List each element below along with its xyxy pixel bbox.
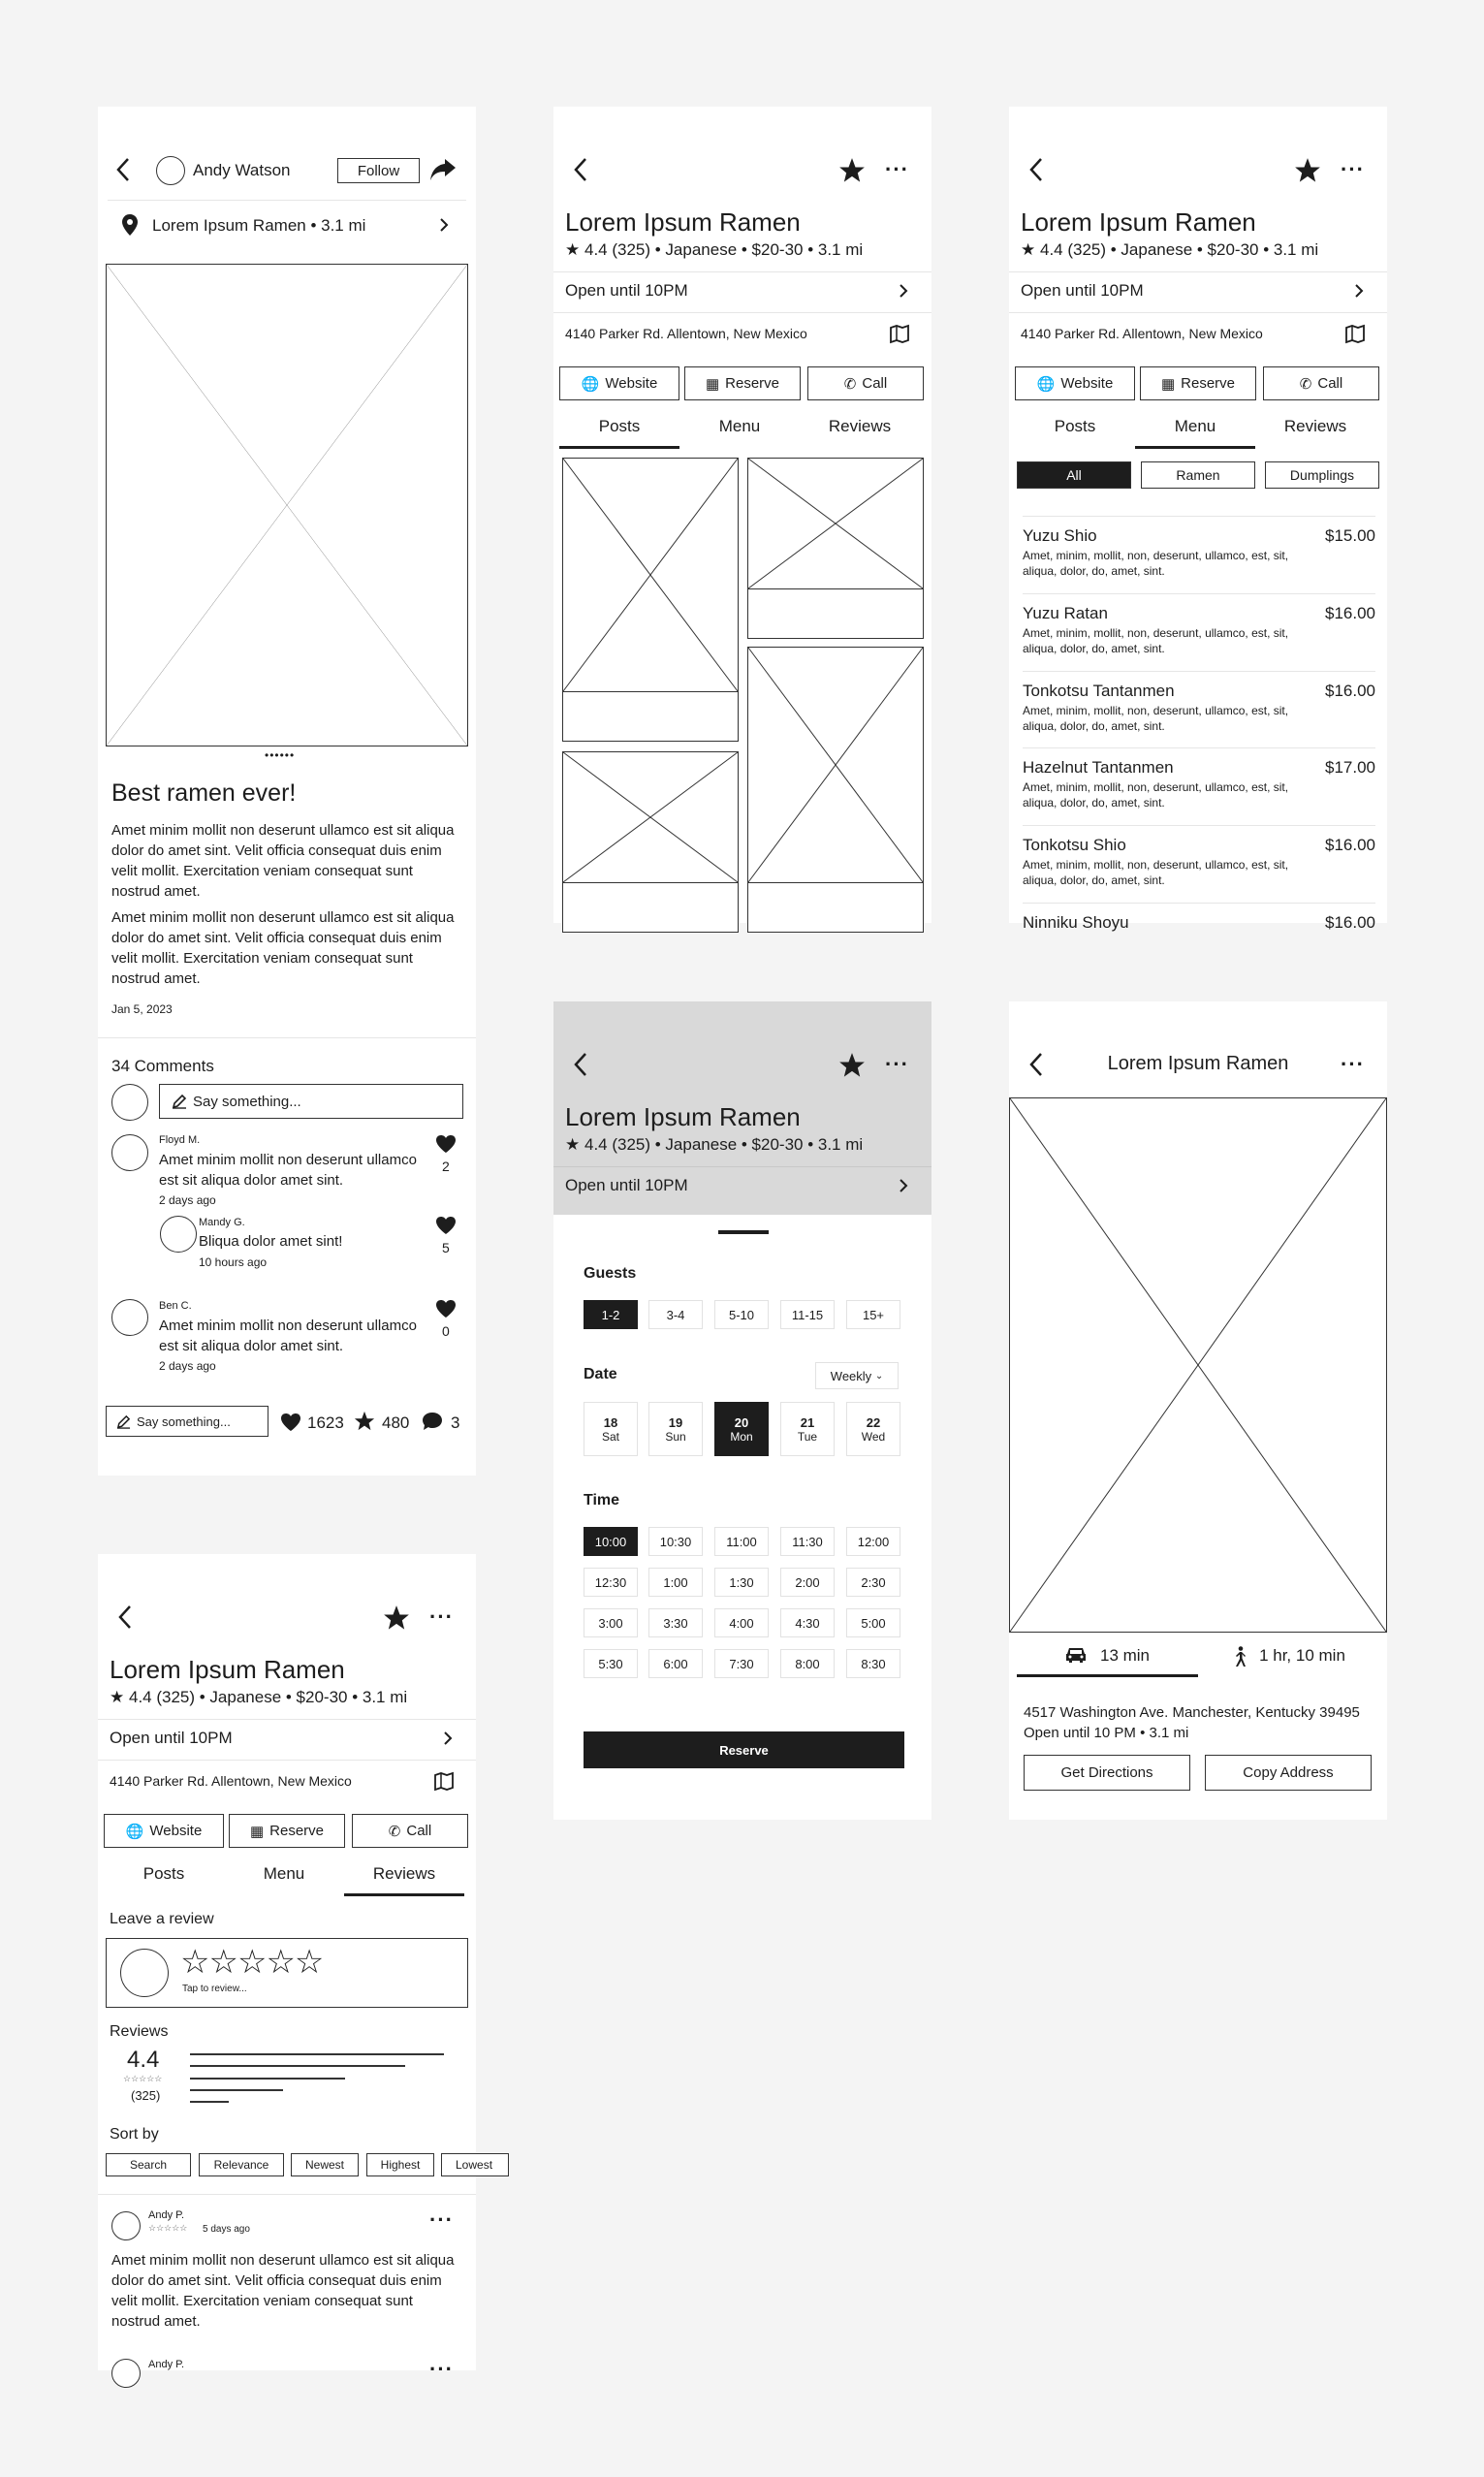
more-icon[interactable]: ··· xyxy=(429,2357,454,2381)
call-button[interactable] xyxy=(807,366,924,400)
user-name[interactable]: Andy Watson xyxy=(193,161,291,179)
address: 4140 Parker Rd. Allentown, New Mexico xyxy=(110,1773,352,1789)
restaurant-meta xyxy=(1021,240,1318,260)
chevron-right-icon[interactable] xyxy=(899,1178,908,1193)
call-button[interactable] xyxy=(352,1814,468,1848)
call-label: Call xyxy=(1317,375,1343,392)
guests-option[interactable]: 11-15 xyxy=(780,1300,835,1329)
day-number: 22 xyxy=(866,1414,881,1430)
filter-ramen[interactable]: Ramen xyxy=(1141,461,1255,489)
reserve-button[interactable] xyxy=(1140,366,1256,400)
post-title: Best ramen ever! xyxy=(111,779,297,807)
post-caption-area[interactable] xyxy=(747,882,924,933)
restaurant-tabs xyxy=(1015,417,1375,449)
travel-mode-drive[interactable] xyxy=(1017,1646,1198,1677)
like-count: 0 xyxy=(442,1323,450,1339)
star-icon[interactable] xyxy=(383,1604,410,1632)
more-icon[interactable]: ··· xyxy=(885,1052,909,1076)
menu-item-desc: Amet, minim, mollit, non, deserunt, ullamco, est, sit, aliqua, dolor, do, amet, sint. xyxy=(1023,549,1289,578)
back-icon[interactable] xyxy=(117,1604,133,1630)
back-icon[interactable] xyxy=(1028,157,1044,182)
post-caption-area[interactable] xyxy=(562,691,739,742)
time-slot[interactable]: 2:00 xyxy=(780,1568,835,1597)
time-slot[interactable]: 1:30 xyxy=(714,1568,769,1597)
star-icon[interactable] xyxy=(1294,157,1321,184)
map-screen xyxy=(1009,1001,1387,1820)
comment-icon[interactable] xyxy=(422,1412,443,1431)
menu-item-name: Hazelnut Tantanmen xyxy=(1023,758,1174,777)
day-option[interactable] xyxy=(584,1402,638,1456)
star-icon: ★ xyxy=(1021,240,1036,259)
restaurant-name: Lorem Ipsum Ramen xyxy=(565,1102,801,1131)
time-slot[interactable]: 12:00 xyxy=(846,1527,900,1556)
phone-icon: ✆ xyxy=(388,1823,401,1840)
menu-item-desc: Amet, minim, mollit, non, deserunt, ullamco, est, sit, aliqua, dolor, do, amet, sint. xyxy=(1023,780,1289,810)
open-hours[interactable]: Open until 10PM xyxy=(565,281,688,300)
avatar xyxy=(160,1216,197,1253)
day-name: Sat xyxy=(601,1429,619,1444)
comment-time: 10 hours ago xyxy=(199,1255,268,1269)
time-slot[interactable]: 3:30 xyxy=(648,1608,703,1637)
day-option[interactable] xyxy=(780,1402,835,1456)
reserve-label: Reserve xyxy=(269,1823,325,1839)
restaurant-name: Lorem Ipsum Ramen xyxy=(565,207,801,237)
footer-placeholder: Say something... xyxy=(137,1413,231,1429)
more-icon[interactable]: ··· xyxy=(1341,1052,1365,1076)
more-icon[interactable]: ··· xyxy=(1341,157,1365,181)
day-option[interactable] xyxy=(846,1402,900,1456)
like-count: 5 xyxy=(442,1240,450,1255)
avatar xyxy=(111,1299,148,1336)
open-hours[interactable]: Open until 10PM xyxy=(1021,281,1144,300)
menu-item-price: $16.00 xyxy=(1325,682,1375,700)
avatar xyxy=(120,1949,169,1997)
time-slot[interactable]: 5:00 xyxy=(846,1608,900,1637)
menu-item-desc: Amet, minim, mollit, non, deserunt, ullamco, est, sit, aliqua, dolor, do, amet, sint. xyxy=(1023,704,1289,733)
time-slot[interactable]: 8:00 xyxy=(780,1649,835,1678)
website-label: Website xyxy=(149,1823,203,1839)
reserve-submit-button[interactable]: Reserve xyxy=(584,1731,904,1768)
menu-item-price: $16.00 xyxy=(1325,913,1375,932)
post-image[interactable] xyxy=(106,264,468,746)
calendar-icon: ▦ xyxy=(249,1823,265,1840)
day-option[interactable] xyxy=(648,1402,703,1456)
map-icon[interactable] xyxy=(1344,323,1366,344)
restaurant-tabs xyxy=(559,417,920,449)
more-icon[interactable]: ··· xyxy=(429,2207,454,2232)
walk-icon xyxy=(1232,1646,1247,1667)
time-slot[interactable]: 4:00 xyxy=(714,1608,769,1637)
day-option[interactable] xyxy=(714,1402,769,1456)
sort-lowest[interactable]: Lowest xyxy=(441,2153,509,2176)
day-name: Wed xyxy=(861,1429,886,1444)
avatar[interactable] xyxy=(156,156,185,185)
heart-icon[interactable] xyxy=(280,1413,301,1432)
tab-reviews[interactable]: Reviews xyxy=(828,417,892,435)
likes-count: 1623 xyxy=(307,1413,344,1432)
map-icon[interactable] xyxy=(433,1770,455,1792)
post-date: Jan 5, 2023 xyxy=(111,1002,173,1016)
more-icon[interactable]: ··· xyxy=(429,1604,454,1629)
rating-bar-3 xyxy=(190,2078,345,2080)
location-pin-icon xyxy=(121,213,139,237)
comment-text: Bliqua dolor amet sint! xyxy=(199,1233,343,1250)
restaurant-meta xyxy=(565,1135,863,1155)
call-label: Call xyxy=(862,375,888,392)
chevron-right-icon[interactable] xyxy=(439,217,449,233)
phone-icon: ✆ xyxy=(843,375,857,393)
meta-text: 4.4 (325) • Japanese • $20-30 • 3.1 mi xyxy=(1039,240,1319,259)
tab-reviews[interactable]: Reviews xyxy=(344,1864,464,1896)
travel-mode-walk[interactable] xyxy=(1198,1646,1379,1677)
menu-item-price: $17.00 xyxy=(1325,758,1375,777)
website-button[interactable] xyxy=(559,366,679,400)
sheet-drag-handle[interactable] xyxy=(718,1230,769,1234)
time-slot[interactable]: 4:30 xyxy=(780,1608,835,1637)
star-icon: ★ xyxy=(110,1688,125,1706)
comment-time: 2 days ago xyxy=(159,1193,216,1207)
map-open: Open until 10 PM • 3.1 mi xyxy=(1024,1725,1189,1741)
map-icon[interactable] xyxy=(889,323,910,344)
average-score: 4.4 xyxy=(127,2047,160,2073)
get-directions-button[interactable]: Get Directions xyxy=(1024,1755,1190,1791)
post-paragraph-2: Amet minim mollit non deserunt ullamco est sit aliqua dolor do amet sint. Velit officia consequat duis enim velit mollit. Exercitation veniam consequat sunt nostrud amet. xyxy=(111,909,455,987)
time-slot[interactable]: 11:30 xyxy=(780,1527,835,1556)
post-thumbnail[interactable] xyxy=(747,458,924,589)
date-label: Date xyxy=(584,1366,617,1382)
leave-review-box[interactable] xyxy=(106,1938,468,2008)
time-slot[interactable]: 6:00 xyxy=(648,1649,703,1678)
review-stars: ☆☆☆☆☆ xyxy=(148,2223,188,2233)
menu-item-name: Ninniku Shoyu xyxy=(1023,913,1129,932)
post-thumbnail[interactable] xyxy=(562,751,739,883)
chevron-right-icon[interactable] xyxy=(1354,283,1364,299)
time-slot[interactable]: 12:30 xyxy=(584,1568,638,1597)
chevron-down-icon: ⌄ xyxy=(874,1370,884,1381)
meta-text: 4.4 (325) • Japanese • $20-30 • 3.1 mi xyxy=(128,1688,408,1706)
pencil-icon xyxy=(172,1094,187,1109)
sort-highest[interactable]: Highest xyxy=(366,2153,434,2176)
reserve-screen xyxy=(553,1001,931,1820)
map-address: 4517 Washington Ave. Manchester, Kentucky 39495 xyxy=(1024,1704,1360,1721)
rating-bar-5 xyxy=(190,2053,444,2055)
globe-icon: 🌐 xyxy=(1036,375,1056,393)
guests-option[interactable]: 1-2 xyxy=(584,1300,638,1329)
post-caption-area[interactable] xyxy=(747,588,924,639)
tab-menu[interactable]: Menu xyxy=(1135,417,1255,449)
back-icon[interactable] xyxy=(115,157,131,182)
tap-to-review-label: Tap to review... xyxy=(182,1984,247,1994)
heart-icon[interactable] xyxy=(435,1216,457,1235)
day-name: Mon xyxy=(730,1429,753,1444)
time-slot[interactable]: 2:30 xyxy=(846,1568,900,1597)
address: 4140 Parker Rd. Allentown, New Mexico xyxy=(1021,326,1263,341)
map-view[interactable] xyxy=(1009,1097,1387,1633)
day-number: 19 xyxy=(668,1414,683,1430)
sort-relevance[interactable]: Relevance xyxy=(199,2153,284,2176)
menu-item-name: Yuzu Shio xyxy=(1023,526,1097,545)
tab-reviews[interactable]: Reviews xyxy=(1283,417,1347,435)
sort-newest[interactable]: Newest xyxy=(291,2153,359,2176)
comment-input[interactable] xyxy=(159,1084,463,1119)
restaurant-posts-screen xyxy=(553,107,931,923)
reviews-heading: Reviews xyxy=(110,2023,169,2040)
map-title: Lorem Ipsum Ramen xyxy=(1107,1053,1289,1074)
time-slot[interactable]: 8:30 xyxy=(846,1649,900,1678)
filter-dumplings[interactable]: Dumplings xyxy=(1265,461,1379,489)
like-count: 2 xyxy=(442,1159,450,1174)
reserve-button[interactable] xyxy=(229,1814,345,1848)
restaurant-name: Lorem Ipsum Ramen xyxy=(110,1655,345,1684)
menu-item-name: Tonkotsu Tantanmen xyxy=(1023,682,1175,700)
comment-time: 2 days ago xyxy=(159,1359,216,1373)
carousel-dots[interactable]: •••••• xyxy=(265,748,296,762)
meta-text: 4.4 (325) • Japanese • $20-30 • 3.1 mi xyxy=(584,1135,864,1154)
share-icon[interactable] xyxy=(429,157,457,182)
globe-icon: 🌐 xyxy=(581,375,600,393)
guests-label: Guests xyxy=(584,1265,637,1282)
back-icon[interactable] xyxy=(573,1052,588,1077)
time-slot[interactable]: 11:00 xyxy=(714,1527,769,1556)
post-thumbnail[interactable] xyxy=(562,458,739,692)
guests-option[interactable]: 15+ xyxy=(846,1300,900,1329)
menu-item[interactable] xyxy=(1023,593,1375,656)
avatar xyxy=(111,1134,148,1171)
time-slot[interactable]: 5:30 xyxy=(584,1649,638,1678)
time-slot[interactable]: 3:00 xyxy=(584,1608,638,1637)
rating-bar-2 xyxy=(190,2089,283,2091)
review-text: Amet minim mollit non deserunt ullamco est sit aliqua dolor do amet sint. Velit officia consequat duis enim velit mollit. Exercitation veniam consequat sunt nostrud amet. xyxy=(111,2252,455,2330)
review-author: Andy P. xyxy=(148,2209,185,2221)
time-label: Time xyxy=(584,1492,620,1508)
menu-item[interactable] xyxy=(1023,671,1375,734)
reserve-label: Reserve xyxy=(1181,375,1236,392)
rating-bar-1 xyxy=(190,2101,229,2103)
comment-placeholder: Say something... xyxy=(193,1093,301,1110)
tab-menu[interactable]: Menu xyxy=(263,1864,305,1883)
back-icon[interactable] xyxy=(573,157,588,182)
review-author: Andy P. xyxy=(148,2359,185,2370)
restaurant-reviews-screen xyxy=(98,1554,493,2381)
call-button[interactable] xyxy=(1263,366,1379,400)
day-number: 21 xyxy=(800,1414,815,1430)
menu-item-name: Tonkotsu Shio xyxy=(1023,836,1126,854)
menu-item-desc: Amet, minim, mollit, non, deserunt, ullamco, est, sit, aliqua, dolor, do, amet, sint. xyxy=(1023,626,1289,655)
call-label: Call xyxy=(406,1823,432,1839)
menu-item-desc: Amet, minim, mollit, non, deserunt, ullamco, est, sit, aliqua, dolor, do, amet, sint. xyxy=(1023,858,1289,887)
website-button[interactable] xyxy=(1015,366,1135,400)
guests-option[interactable]: 5-10 xyxy=(714,1300,769,1329)
chevron-right-icon[interactable] xyxy=(899,283,908,299)
post-screen xyxy=(98,107,476,1476)
star-icon[interactable] xyxy=(838,157,866,184)
calendar-icon: ▦ xyxy=(1160,375,1176,393)
filter-all[interactable]: All xyxy=(1017,461,1131,489)
review-time: 5 days ago xyxy=(203,2224,250,2235)
drive-time: 13 min xyxy=(1099,1646,1151,1665)
day-number: 18 xyxy=(603,1414,618,1430)
menu-item[interactable] xyxy=(1023,747,1375,810)
date-mode-select[interactable] xyxy=(815,1362,899,1389)
comment-text: Amet minim mollit non deserunt ullamco est sit aliqua dolor amet sint. xyxy=(159,1152,417,1189)
website-label: Website xyxy=(1060,375,1114,392)
meta-text: 4.4 (325) • Japanese • $20-30 • 3.1 mi xyxy=(584,240,864,259)
restaurant-menu-screen xyxy=(1009,107,1387,932)
rating-stars-input[interactable]: ☆☆☆☆☆ xyxy=(180,1944,324,1981)
average-stars: ☆☆☆☆☆ xyxy=(123,2074,163,2083)
comment-author: Ben C. xyxy=(159,1300,192,1312)
time-slot[interactable]: 1:00 xyxy=(648,1568,703,1597)
avatar xyxy=(111,2211,141,2240)
menu-item-price: $16.00 xyxy=(1325,836,1375,854)
reserve-label: Reserve xyxy=(725,375,780,392)
restaurant-tabs xyxy=(104,1864,464,1896)
day-name: Sun xyxy=(665,1429,686,1444)
avatar xyxy=(111,1084,148,1121)
copy-address-button[interactable]: Copy Address xyxy=(1205,1755,1372,1791)
menu-item-price: $16.00 xyxy=(1325,604,1375,622)
chevron-right-icon[interactable] xyxy=(443,1731,453,1746)
time-slot[interactable]: 10:00 xyxy=(584,1527,638,1556)
comment-text: Amet minim mollit non deserunt ullamco est sit aliqua dolor amet sint. xyxy=(159,1318,417,1354)
menu-item[interactable] xyxy=(1023,903,1375,933)
time-slot[interactable]: 10:30 xyxy=(648,1527,703,1556)
post-thumbnail[interactable] xyxy=(747,647,924,883)
time-slot[interactable]: 7:30 xyxy=(714,1649,769,1678)
address: 4140 Parker Rd. Allentown, New Mexico xyxy=(565,326,807,341)
reserve-button[interactable] xyxy=(684,366,801,400)
day-name: Tue xyxy=(797,1429,818,1444)
restaurant-meta xyxy=(110,1688,407,1707)
heart-icon[interactable] xyxy=(435,1134,457,1154)
footer-comment-input[interactable] xyxy=(106,1406,268,1437)
tab-menu[interactable]: Menu xyxy=(718,417,761,435)
more-icon[interactable]: ··· xyxy=(885,157,909,181)
rating-bar-4 xyxy=(190,2065,405,2067)
star-icon: ★ xyxy=(565,1135,581,1154)
day-number: 20 xyxy=(734,1414,749,1430)
guests-option[interactable]: 3-4 xyxy=(648,1300,703,1329)
tab-posts[interactable]: Posts xyxy=(1054,417,1096,435)
menu-item[interactable] xyxy=(1023,516,1375,579)
avatar xyxy=(111,2359,141,2388)
open-hours[interactable]: Open until 10PM xyxy=(110,1729,233,1747)
tab-posts[interactable]: Posts xyxy=(142,1864,185,1883)
star-icon[interactable] xyxy=(838,1052,866,1079)
stars-count: 480 xyxy=(382,1413,410,1432)
restaurant-meta xyxy=(565,240,863,260)
comments-heading: 34 Comments xyxy=(111,1057,214,1075)
car-icon xyxy=(1065,1646,1087,1664)
walk-time: 1 hr, 10 min xyxy=(1259,1646,1345,1665)
leave-review-label: Leave a review xyxy=(110,1911,214,1927)
phone-icon: ✆ xyxy=(1299,375,1312,393)
location-text[interactable]: Lorem Ipsum Ramen • 3.1 mi xyxy=(152,216,366,235)
website-label: Website xyxy=(605,375,658,392)
calendar-icon: ▦ xyxy=(705,375,720,393)
post-caption-area[interactable] xyxy=(562,882,739,933)
heart-icon[interactable] xyxy=(435,1299,457,1318)
tab-posts[interactable]: Posts xyxy=(559,417,679,449)
menu-item-price: $15.00 xyxy=(1325,526,1375,545)
pencil-icon xyxy=(116,1414,131,1429)
menu-item[interactable] xyxy=(1023,825,1375,888)
comments-count: 3 xyxy=(451,1413,460,1432)
sort-label: Sort by xyxy=(110,2126,159,2143)
follow-button[interactable]: Follow xyxy=(337,158,420,183)
globe-icon: 🌐 xyxy=(125,1823,144,1840)
menu-item-name: Yuzu Ratan xyxy=(1023,604,1108,622)
sort-search[interactable]: Search xyxy=(106,2153,191,2176)
date-mode-value: Weekly xyxy=(830,1368,872,1383)
website-button[interactable] xyxy=(104,1814,224,1848)
review-count: (325) xyxy=(131,2088,161,2103)
star-icon: ★ xyxy=(565,240,581,259)
comment-author: Floyd M. xyxy=(159,1134,201,1146)
star-icon[interactable] xyxy=(354,1411,375,1432)
post-paragraph-1: Amet minim mollit non deserunt ullamco est sit aliqua dolor do amet sint. Velit officia consequat duis enim velit mollit. Exercitation veniam consequat sunt nostrud amet. xyxy=(111,822,455,900)
open-hours[interactable]: Open until 10PM xyxy=(565,1176,688,1194)
comment-author: Mandy G. xyxy=(199,1217,245,1228)
restaurant-name: Lorem Ipsum Ramen xyxy=(1021,207,1256,237)
